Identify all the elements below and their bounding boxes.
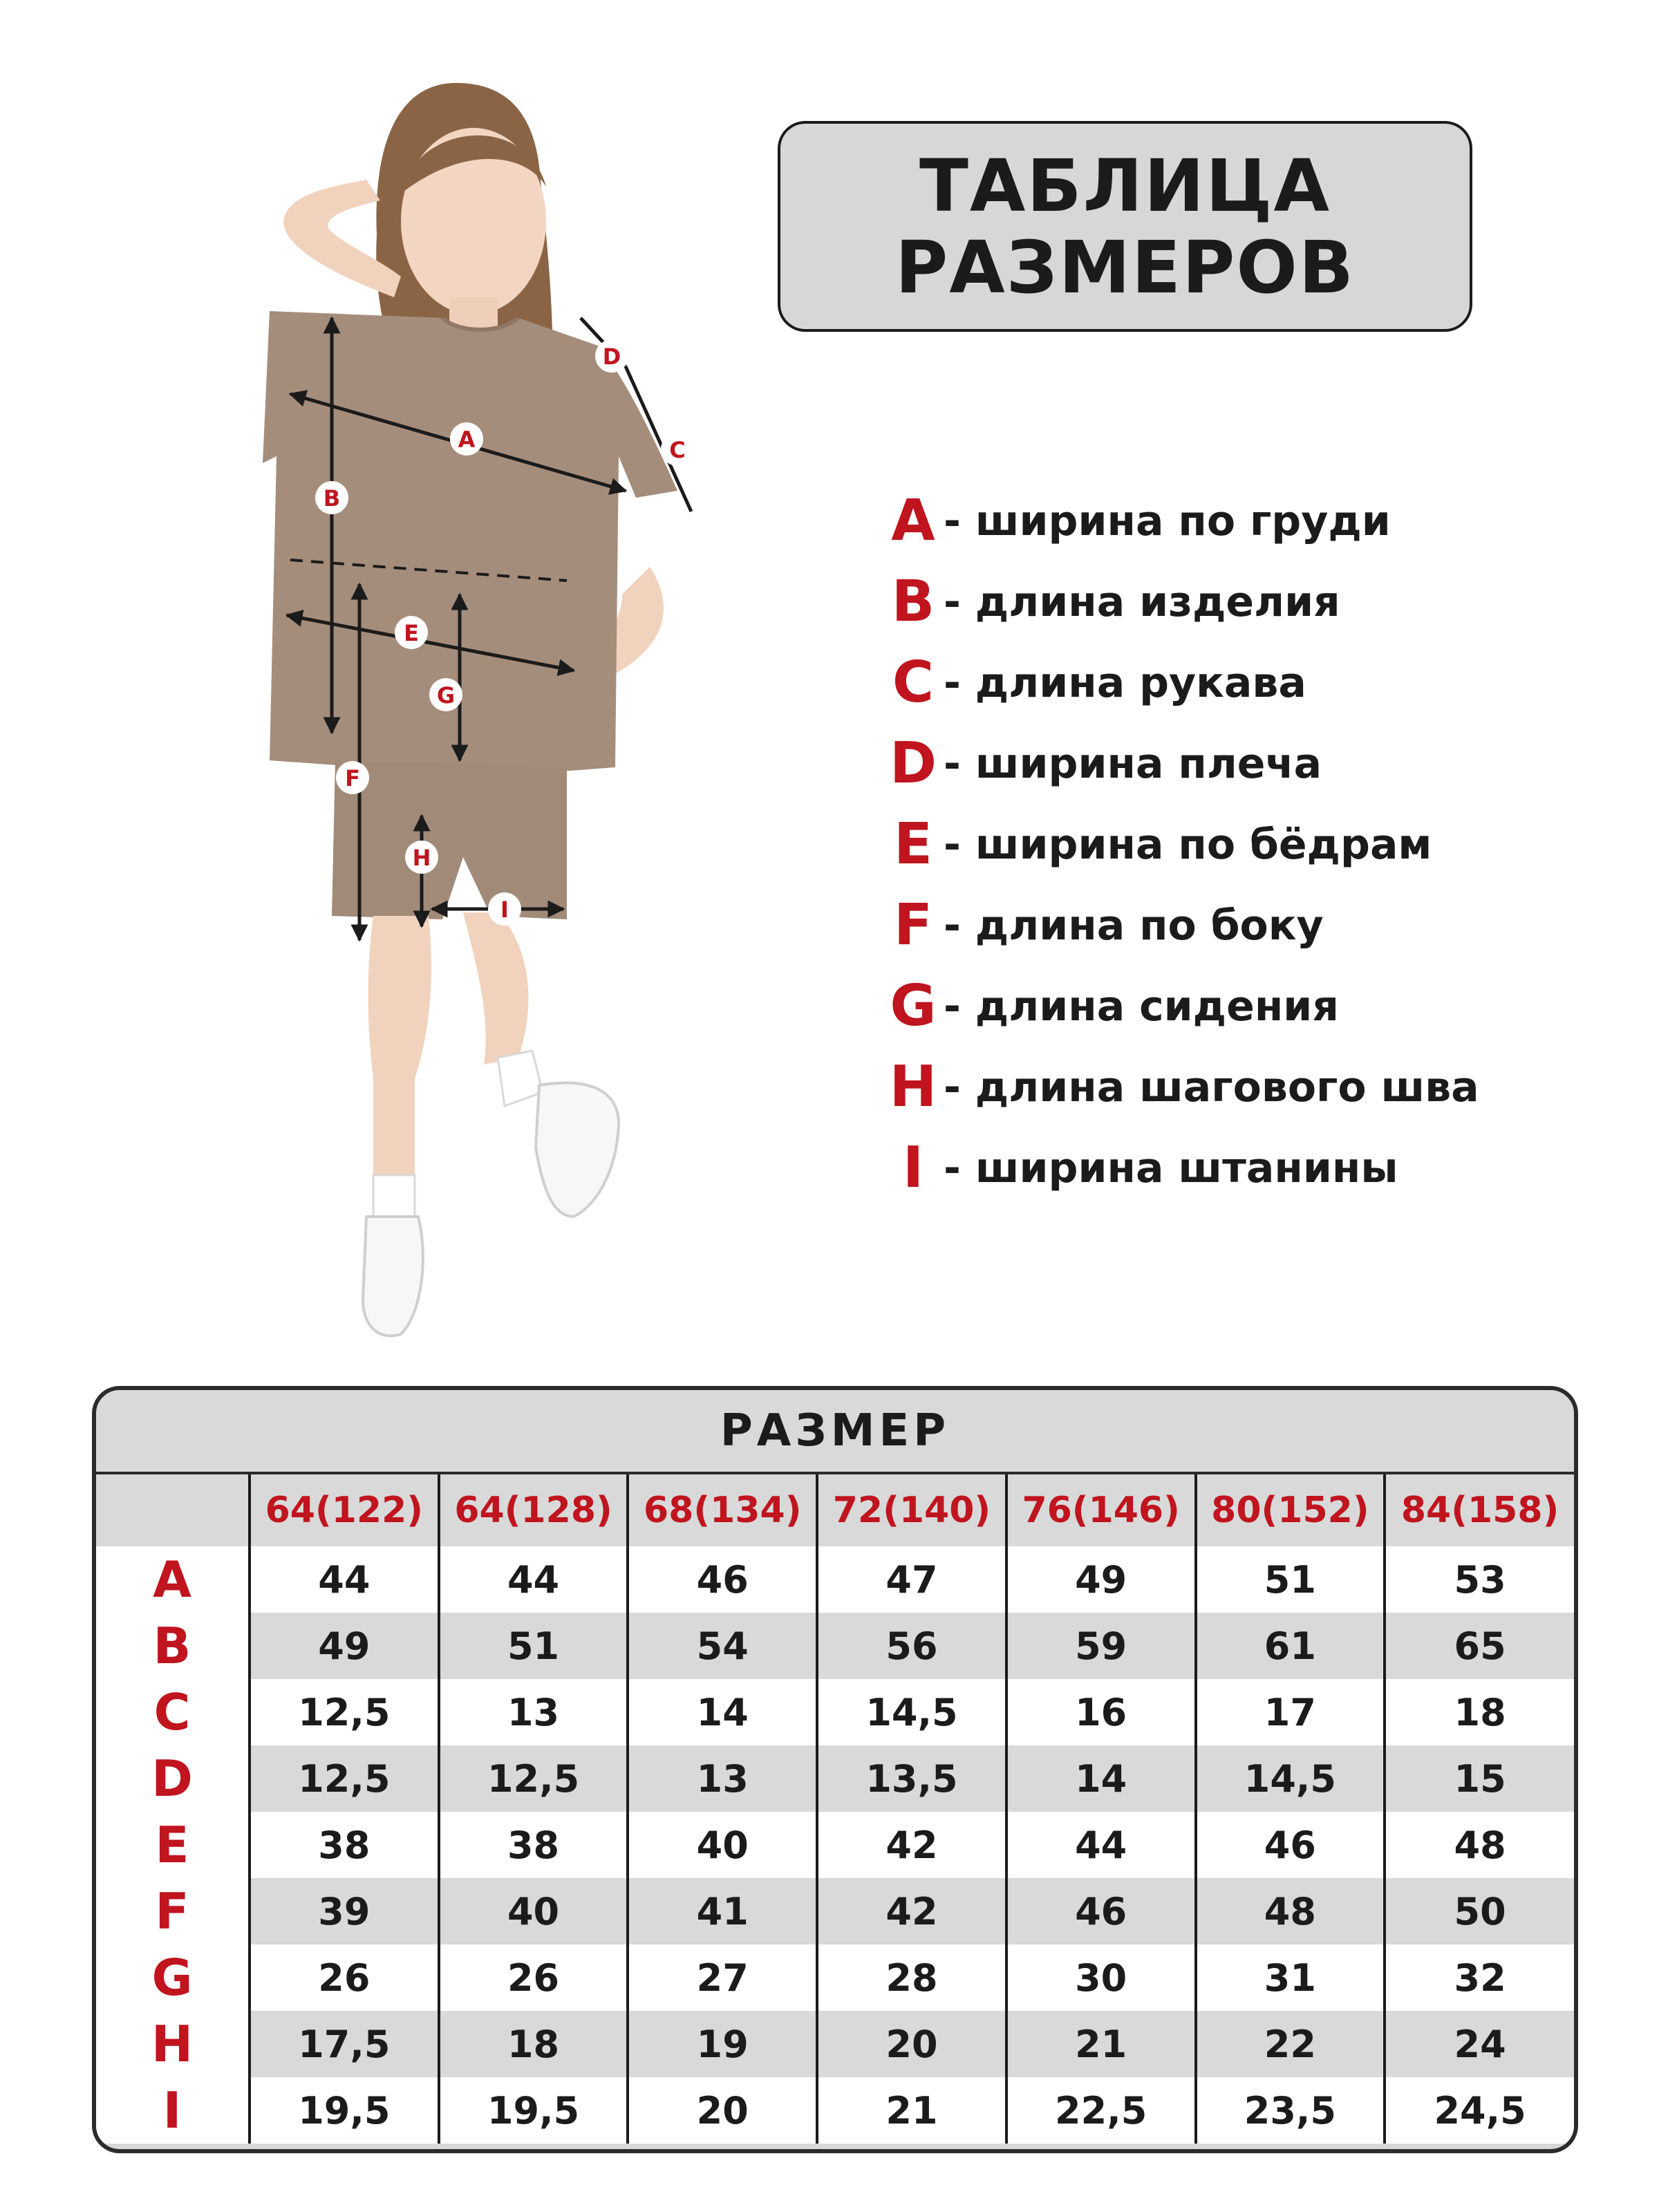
table-cell: 24,5: [1385, 2077, 1574, 2144]
table-cell: 17,5: [250, 2011, 439, 2077]
legend-text: - ширина по бёдрам: [938, 821, 1432, 869]
legend-letter: A: [891, 487, 935, 554]
row-label: H: [96, 2011, 250, 2077]
legend-item-i: [888, 1127, 1510, 1208]
table-cell: 44: [250, 1546, 439, 1613]
table-cell: 19,5: [250, 2077, 439, 2144]
table-cell: 49: [250, 1613, 439, 1679]
table-row: [96, 1878, 1574, 1944]
legend-letter: G: [890, 973, 937, 1039]
table-cell: 19: [628, 2011, 817, 2077]
table-cell: 27: [628, 1944, 817, 2011]
row-label: I: [96, 2077, 250, 2144]
legend-text: - длина сидения: [938, 982, 1339, 1031]
row-label: F: [96, 1878, 250, 1944]
legend-item-a: [888, 480, 1510, 561]
table-cell: 56: [817, 1613, 1006, 1679]
table-cell: 28: [817, 1944, 1006, 2011]
title-box: [778, 121, 1472, 332]
table-cell: 48: [1196, 1878, 1385, 1944]
legend-item-c: [888, 642, 1510, 723]
table-cell: 14: [1006, 1745, 1196, 1812]
legend-letter: C: [892, 649, 935, 715]
size-header-row: [96, 1474, 1574, 1546]
table-cell: 21: [817, 2077, 1006, 2144]
table-cell: 32: [1385, 1944, 1574, 2011]
legend-item-g: [888, 966, 1510, 1047]
table-cell: 44: [1006, 1812, 1196, 1878]
svg-text:H: H: [412, 845, 431, 871]
table-row: [96, 1679, 1574, 1745]
table-cell: 22,5: [1006, 2077, 1196, 2144]
legend-letter: H: [889, 1053, 937, 1120]
row-label: A: [96, 1546, 250, 1613]
legend-letter: F: [893, 892, 932, 958]
legend-letter: D: [889, 730, 937, 796]
title-line-2: РАЗМЕРОВ: [894, 225, 1356, 310]
size-header: 64(122): [250, 1474, 439, 1546]
marker-d: [595, 339, 628, 373]
table-cell: 14,5: [817, 1679, 1006, 1745]
legend-text: - ширина штанины: [938, 1144, 1398, 1192]
table-cell: 40: [439, 1878, 628, 1944]
svg-text:D: D: [602, 344, 621, 370]
svg-text:B: B: [323, 485, 341, 512]
legend-letter: E: [893, 811, 932, 877]
table-cell: 59: [1006, 1613, 1196, 1679]
svg-text:F: F: [345, 765, 360, 791]
table-cell: 26: [439, 1944, 628, 2011]
marker-h: [405, 841, 438, 874]
table-cell: 13,5: [817, 1745, 1006, 1812]
model-illustration: [166, 69, 788, 1382]
table-cell: 53: [1385, 1546, 1574, 1613]
marker-b: [315, 481, 348, 514]
marker-c: [661, 433, 694, 466]
corner-cell: [96, 1474, 250, 1546]
table-cell: 12,5: [439, 1745, 628, 1812]
row-label: D: [96, 1745, 250, 1812]
table-cell: 42: [817, 1878, 1006, 1944]
size-grid: [96, 1474, 1574, 2144]
table-cell: 12,5: [250, 1745, 439, 1812]
size-header: 84(158): [1385, 1474, 1574, 1546]
table-cell: 24: [1385, 2011, 1574, 2077]
svg-text:G: G: [436, 682, 456, 709]
table-cell: 17: [1196, 1679, 1385, 1745]
table-cell: 47: [817, 1546, 1006, 1613]
table-cell: 65: [1385, 1613, 1574, 1679]
table-cell: 13: [628, 1745, 817, 1812]
legend-text: - ширина по груди: [938, 497, 1391, 545]
table-cell: 15: [1385, 1745, 1574, 1812]
table-cell: 19,5: [439, 2077, 628, 2144]
shoe-left: [363, 1217, 423, 1336]
table-cell: 38: [439, 1812, 628, 1878]
svg-text:E: E: [404, 620, 419, 646]
svg-text:I: I: [500, 897, 509, 923]
legs: [368, 916, 431, 1175]
model-figure: [166, 69, 788, 1382]
legend-item-e: [888, 804, 1510, 885]
row-label: B: [96, 1613, 250, 1679]
table-row: [96, 1745, 1574, 1812]
legend-item-d: [888, 723, 1510, 804]
title-line-1: ТАБЛИЦА: [919, 143, 1331, 228]
table-cell: 38: [250, 1812, 439, 1878]
table-row: [96, 2077, 1574, 2144]
table-cell: 26: [250, 1944, 439, 2011]
legend-text: - длина по боку: [938, 901, 1324, 950]
marker-f: [336, 761, 369, 794]
row-label: E: [96, 1812, 250, 1878]
table-row: [96, 1546, 1574, 1613]
table-cell: 46: [1006, 1878, 1196, 1944]
table-cell: 21: [1006, 2011, 1196, 2077]
table-row: [96, 2011, 1574, 2077]
measurement-legend: [888, 480, 1510, 1208]
size-header: 80(152): [1196, 1474, 1385, 1546]
table-cell: 49: [1006, 1546, 1196, 1613]
legend-text: - длина шагового шва: [938, 1063, 1479, 1112]
legend-text: - длина рукава: [938, 659, 1306, 707]
table-cell: 42: [817, 1812, 1006, 1878]
table-cell: 30: [1006, 1944, 1196, 2011]
marker-e: [395, 616, 428, 649]
legend-item-h: [888, 1047, 1510, 1127]
marker-i: [488, 892, 521, 926]
size-header: 72(140): [817, 1474, 1006, 1546]
legend-item-b: [888, 561, 1510, 642]
table-cell: 20: [628, 2077, 817, 2144]
table-cell: 39: [250, 1878, 439, 1944]
sock-right: [498, 1051, 543, 1106]
table-row: [96, 1944, 1574, 2011]
table-cell: 46: [1196, 1812, 1385, 1878]
legend-letter: I: [902, 1134, 924, 1201]
table-cell: 18: [439, 2011, 628, 2077]
svg-text:A: A: [458, 427, 476, 453]
tshirt: [263, 311, 677, 771]
size-header: 68(134): [628, 1474, 817, 1546]
size-table: [92, 1386, 1578, 2153]
legend-text: - ширина плеча: [938, 740, 1322, 788]
table-cell: 14,5: [1196, 1745, 1385, 1812]
legend-letter: B: [891, 568, 935, 635]
size-header: 64(128): [439, 1474, 628, 1546]
table-cell: 61: [1196, 1613, 1385, 1679]
marker-g: [429, 678, 462, 711]
size-header: 76(146): [1006, 1474, 1196, 1546]
svg-text:C: C: [669, 437, 686, 463]
table-heading: РАЗМЕР: [96, 1390, 1574, 1474]
table-cell: 16: [1006, 1679, 1196, 1745]
table-cell: 50: [1385, 1878, 1574, 1944]
legend-text: - длина изделия: [938, 578, 1340, 626]
table-cell: 18: [1385, 1679, 1574, 1745]
marker-a: [450, 422, 483, 456]
table-cell: 51: [439, 1613, 628, 1679]
table-cell: 12,5: [250, 1679, 439, 1745]
table-cell: 51: [1196, 1546, 1385, 1613]
table-cell: 44: [439, 1546, 628, 1613]
table-cell: 31: [1196, 1944, 1385, 2011]
table-cell: 48: [1385, 1812, 1574, 1878]
table-cell: 20: [817, 2011, 1006, 2077]
table-cell: 23,5: [1196, 2077, 1385, 2144]
table-cell: 46: [628, 1546, 817, 1613]
row-label: G: [96, 1944, 250, 2011]
table-cell: 14: [628, 1679, 817, 1745]
table-row: [96, 1613, 1574, 1679]
table-cell: 54: [628, 1613, 817, 1679]
legend-item-f: [888, 885, 1510, 966]
row-label: C: [96, 1679, 250, 1745]
table-cell: 41: [628, 1878, 817, 1944]
shoe-right: [536, 1083, 619, 1217]
table-cell: 13: [439, 1679, 628, 1745]
table-cell: 22: [1196, 2011, 1385, 2077]
table-row: [96, 1812, 1574, 1878]
table-cell: 40: [628, 1812, 817, 1878]
